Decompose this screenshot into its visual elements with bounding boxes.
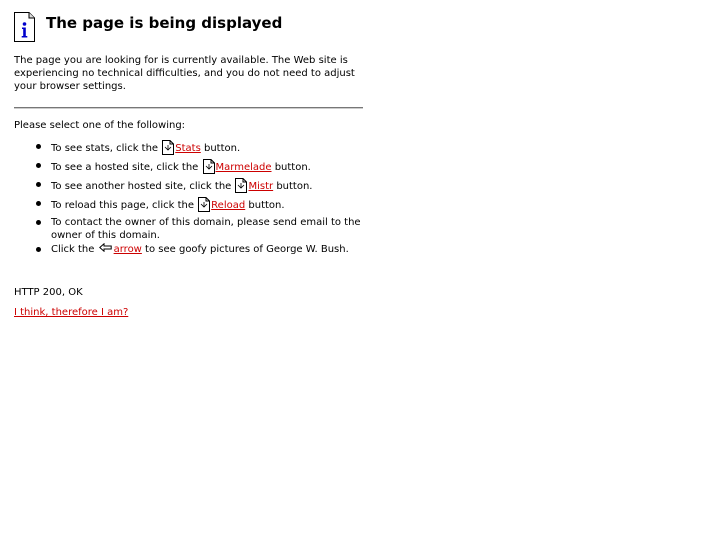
bullet [36,144,41,149]
divider [14,107,363,109]
option-text: To see stats, click the [51,143,162,154]
http-status: HTTP 200, OK [14,287,83,298]
option-text: To contact the owner of this domain, please send email to the owner of this domain. [51,217,361,241]
arrow-link[interactable]: arrow [113,244,142,255]
page-icon [203,159,215,174]
intro-text: The page you are looking for is currently available. The Web site is experiencing no technical difficulties, and you do not need to adjust your browser settings. [14,55,355,92]
select-prompt: Please select one of the following: [14,120,186,131]
bullet [36,247,41,252]
option-stats [14,140,366,155]
bullet [36,220,41,225]
stats-link[interactable]: Stats [175,143,201,154]
option-text: button. [271,162,311,173]
arrow-left-icon [99,243,112,252]
options-list [14,140,366,256]
page-icon [198,197,210,212]
page-title: The page is being displayed [46,14,283,32]
option-arrow [14,243,366,256]
error-page [14,12,366,319]
bullet [36,182,41,187]
option-reload [14,197,366,212]
mistr-link[interactable]: Mistr [248,181,274,192]
option-text: To reload this page, click the [51,200,198,211]
page-icon [235,178,247,193]
option-text: button. [245,200,285,211]
bullet [36,201,41,206]
marmelade-link[interactable]: Marmelade [215,162,272,173]
page-icon [162,140,174,155]
option-mistr [14,178,366,193]
option-text: button. [273,181,313,192]
bullet [36,163,41,168]
option-text: To see another hosted site, click the [51,181,235,192]
option-text: to see goofy pictures of George W. Bush. [141,244,349,255]
option-contact [14,216,366,242]
option-text: button. [200,143,241,154]
option-text: To see a hosted site, click the [51,162,202,173]
option-marmelade [14,159,366,174]
reload-link[interactable]: Reload [211,200,246,211]
option-text: Click the [51,244,98,255]
tagline-link[interactable]: I think, therefore I am? [14,307,129,318]
info-icon [14,12,35,42]
page-header [14,12,366,46]
